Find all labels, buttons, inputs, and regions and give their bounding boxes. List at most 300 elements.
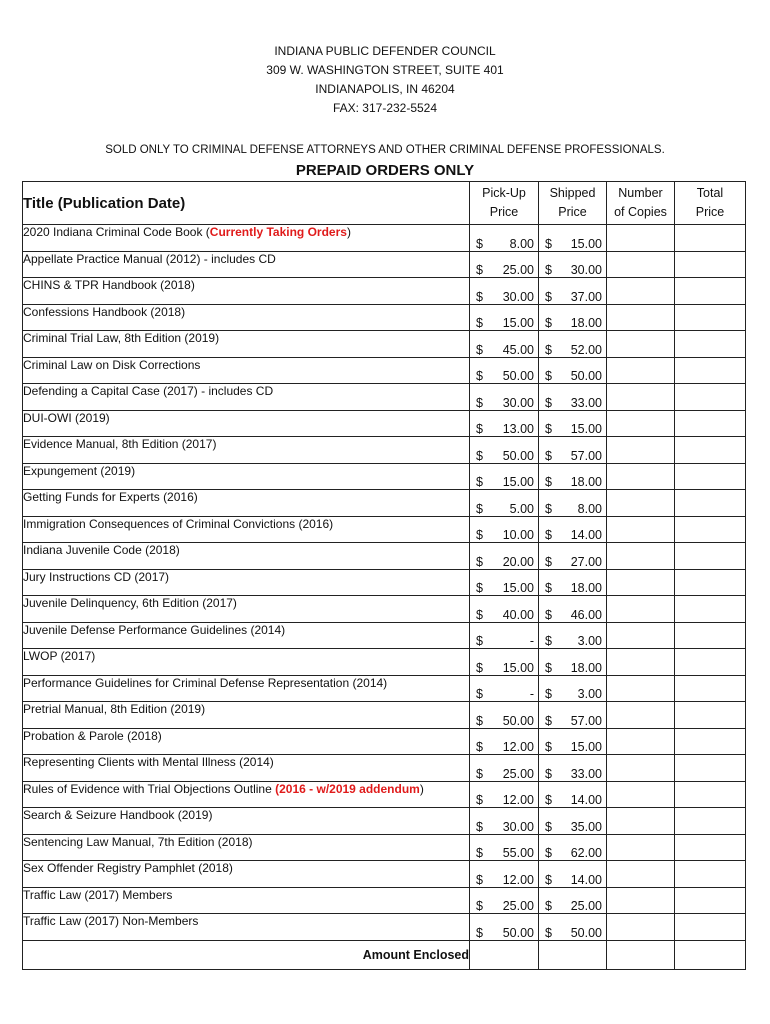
column-header-pickup-price (470, 182, 539, 225)
pickup-price-cell (470, 808, 539, 835)
city-address: INDIANAPOLIS, IN 46204 (315, 82, 455, 96)
shipped-price-cell (539, 304, 607, 331)
total-price-cell[interactable] (675, 410, 746, 437)
table-row (23, 357, 746, 384)
column-header-total-price (675, 182, 746, 225)
pickup-price-cell (470, 569, 539, 596)
item-title: Juvenile Defense Performance Guidelines (2014) (23, 622, 286, 637)
shipped-price: 14.00 (570, 528, 602, 542)
table-row (23, 251, 746, 278)
item-title: Sentencing Law Manual, 7th Edition (2018) (23, 834, 253, 849)
currency-symbol: $ (476, 793, 483, 807)
number-of-copies-cell[interactable] (607, 225, 675, 252)
number-of-copies-cell[interactable] (607, 914, 675, 941)
item-title-cell (23, 569, 470, 596)
pickup-price: 15.00 (502, 475, 534, 489)
pickup-price-cell (470, 622, 539, 649)
currency-symbol: $ (476, 607, 483, 622)
shipped-price: 57.00 (570, 448, 602, 463)
shipped-price: 50.00 (570, 925, 602, 940)
total-price-cell[interactable] (675, 490, 746, 517)
pickup-price: 10.00 (502, 528, 534, 542)
number-of-copies-cell[interactable] (607, 702, 675, 729)
pickup-price: 25.00 (502, 766, 534, 781)
total-price-cell[interactable] (675, 543, 746, 570)
pickup-price: 50.00 (502, 369, 534, 383)
org-name: INDIANA PUBLIC DEFENDER COUNCIL (274, 44, 496, 58)
pickup-price: 30.00 (502, 819, 534, 834)
currency-symbol: $ (545, 395, 552, 410)
currency-symbol: $ (476, 634, 483, 648)
number-of-copies-cell[interactable] (607, 543, 675, 570)
item-title-cell (23, 225, 470, 252)
number-of-copies-cell[interactable] (607, 331, 675, 358)
total-price-cell[interactable] (675, 755, 746, 782)
number-of-copies-cell[interactable] (607, 861, 675, 888)
pickup-price: 25.00 (502, 899, 534, 913)
total-price-cell[interactable] (675, 331, 746, 358)
currency-symbol: $ (476, 342, 483, 357)
shipped-price: 18.00 (570, 660, 602, 675)
item-title: Criminal Trial Law, 8th Edition (2019) (23, 331, 220, 345)
table-row (23, 808, 746, 835)
number-of-copies-cell[interactable] (607, 649, 675, 676)
item-title-cell (23, 834, 470, 861)
street-address: 309 W. WASHINGTON STREET, SUITE 401 (266, 63, 504, 77)
table-row (23, 702, 746, 729)
column-header-shipped-price (539, 182, 607, 225)
item-title: Jury Instructions CD (2017) (23, 569, 170, 584)
pickup-price-cell (470, 861, 539, 888)
item-title-cell (23, 543, 470, 570)
shipped-price-cell (539, 834, 607, 861)
currency-symbol: $ (476, 369, 483, 383)
table-row (23, 331, 746, 358)
shipped-price-cell (539, 755, 607, 782)
shipped-price-cell (539, 914, 607, 941)
shipped-price: 18.00 (570, 581, 602, 595)
total-price-cell[interactable] (675, 808, 746, 835)
total-price-cell[interactable] (675, 861, 746, 888)
item-title: DUI-OWI (2019) (23, 410, 110, 425)
pickup-price-cell (470, 702, 539, 729)
currency-symbol: $ (476, 263, 483, 277)
item-title: Performance Guidelines for Criminal Defense Representation (2014) (23, 675, 388, 690)
shipped-price-cell (539, 278, 607, 305)
column-header-title: Title (Publication Date) (23, 182, 470, 225)
number-of-copies-cell[interactable] (607, 834, 675, 861)
currency-symbol: $ (476, 395, 483, 410)
item-title: LWOP (2017) (23, 649, 96, 663)
pickup-price-cell (470, 914, 539, 941)
total-price-cell[interactable] (675, 834, 746, 861)
table-row (23, 675, 746, 702)
amount-enclosed-row (23, 940, 746, 969)
shipped-price: 57.00 (570, 713, 602, 728)
currency-symbol: $ (476, 713, 483, 728)
copies-header-line2: of Copies (614, 205, 667, 219)
item-title: Expungement (2019) (23, 463, 136, 478)
column-header-number-of-copies (607, 182, 675, 225)
table-row (23, 728, 746, 755)
pickup-price-cell (470, 463, 539, 490)
amount-enclosed-cell-2[interactable] (539, 940, 607, 969)
pickup-price: 50.00 (502, 448, 534, 463)
pickup-price-cell (470, 357, 539, 384)
number-of-copies-cell[interactable] (607, 516, 675, 543)
currency-symbol: $ (476, 846, 483, 860)
currency-symbol: $ (545, 263, 552, 277)
total-price-cell[interactable] (675, 649, 746, 676)
pickup-price-cell (470, 410, 539, 437)
pickup-price: 55.00 (502, 846, 534, 860)
shipped-price: 50.00 (570, 369, 602, 383)
number-of-copies-cell[interactable] (607, 781, 675, 808)
shipped-price-cell (539, 808, 607, 835)
shipped-price: 33.00 (570, 395, 602, 410)
table-row (23, 914, 746, 941)
total-price-cell[interactable] (675, 781, 746, 808)
total-header-line1: Total (696, 186, 724, 200)
number-of-copies-cell[interactable] (607, 384, 675, 411)
pickup-price: 13.00 (502, 422, 534, 436)
number-of-copies-cell[interactable] (607, 278, 675, 305)
total-price-cell[interactable] (675, 887, 746, 914)
currency-symbol: $ (545, 634, 552, 648)
pickup-price: 15.00 (502, 581, 534, 595)
shipped-price-cell (539, 596, 607, 623)
number-of-copies-cell[interactable] (607, 596, 675, 623)
shipped-price: 46.00 (570, 607, 602, 622)
table-row (23, 569, 746, 596)
shipped-price-cell (539, 702, 607, 729)
item-title: Traffic Law (2017) Non-Members (23, 914, 199, 928)
item-title-cell (23, 675, 470, 702)
number-of-copies-cell[interactable] (607, 410, 675, 437)
shipped-header-line2: Price (558, 205, 587, 219)
shipped-price: 30.00 (570, 263, 602, 277)
pickup-price: 25.00 (502, 263, 534, 277)
number-of-copies-cell[interactable] (607, 808, 675, 835)
shipped-price: 18.00 (570, 475, 602, 489)
item-note-suffix: ) (419, 781, 424, 796)
number-of-copies-cell[interactable] (607, 490, 675, 517)
number-of-copies-cell[interactable] (607, 251, 675, 278)
number-of-copies-cell[interactable] (607, 887, 675, 914)
currency-symbol: $ (545, 766, 552, 781)
item-title: Probation & Parole (2018) (23, 728, 162, 743)
pickup-price: 30.00 (502, 395, 534, 410)
pickup-header-line1: Pick-Up (482, 186, 526, 200)
item-title: Rules of Evidence with Trial Objections Outline (23, 781, 276, 796)
currency-symbol: $ (545, 369, 552, 383)
total-price-cell[interactable] (675, 278, 746, 305)
shipped-price: 25.00 (570, 899, 602, 913)
shipped-price: 15.00 (570, 236, 602, 251)
total-price-cell[interactable] (675, 596, 746, 623)
table-row (23, 225, 746, 252)
number-of-copies-cell[interactable] (607, 437, 675, 464)
number-of-copies-cell[interactable] (607, 755, 675, 782)
currency-symbol: $ (476, 899, 483, 913)
table-row (23, 781, 746, 808)
table-header-row (23, 182, 746, 225)
item-title-cell (23, 914, 470, 941)
item-title: Getting Funds for Experts (2016) (23, 490, 198, 504)
item-title: Sex Offender Registry Pamphlet (2018) (23, 861, 233, 875)
pickup-price-cell (470, 516, 539, 543)
item-title: Confessions Handbook (2018) (23, 304, 186, 319)
shipped-price-cell (539, 675, 607, 702)
currency-symbol: $ (545, 872, 552, 887)
shipped-price: 35.00 (570, 819, 602, 834)
item-title-cell (23, 887, 470, 914)
total-price-cell[interactable] (675, 675, 746, 702)
total-price-cell[interactable] (675, 251, 746, 278)
currency-symbol: $ (545, 501, 552, 516)
shipped-price-cell (539, 516, 607, 543)
pickup-price-cell (470, 304, 539, 331)
item-title-cell (23, 728, 470, 755)
shipped-price-cell (539, 384, 607, 411)
currency-symbol: $ (476, 687, 483, 701)
shipped-price-cell (539, 569, 607, 596)
total-price-cell[interactable] (675, 357, 746, 384)
order-form-table (22, 181, 746, 970)
shipped-price: 27.00 (570, 554, 602, 569)
letterhead (0, 42, 770, 118)
item-title-cell (23, 808, 470, 835)
currency-symbol: $ (476, 501, 483, 516)
currency-symbol: $ (476, 819, 483, 834)
total-price-cell[interactable] (675, 516, 746, 543)
fax-number: FAX: 317-232-5524 (332, 101, 438, 115)
shipped-price: 62.00 (570, 846, 602, 860)
item-title-cell (23, 516, 470, 543)
total-price-cell[interactable] (675, 225, 746, 252)
currency-symbol: $ (545, 342, 552, 357)
table-row (23, 834, 746, 861)
shipped-price-cell (539, 225, 607, 252)
currency-symbol: $ (545, 554, 552, 569)
shipped-price-cell (539, 622, 607, 649)
currency-symbol: $ (476, 766, 483, 781)
item-title-cell (23, 384, 470, 411)
number-of-copies-cell[interactable] (607, 622, 675, 649)
pickup-price: 20.00 (502, 554, 534, 569)
item-title-cell (23, 463, 470, 490)
amount-enclosed-cell-3[interactable] (607, 940, 675, 969)
item-title: Defending a Capital Case (2017) - includes CD (23, 384, 274, 398)
shipped-price-cell (539, 543, 607, 570)
number-of-copies-cell[interactable] (607, 569, 675, 596)
shipped-price-cell (539, 490, 607, 517)
total-price-cell[interactable] (675, 384, 746, 411)
item-title: CHINS & TPR Handbook (2018) (23, 278, 195, 292)
currency-symbol: $ (545, 687, 552, 701)
number-of-copies-cell[interactable] (607, 463, 675, 490)
pickup-price: 12.00 (502, 740, 534, 754)
pickup-price-cell (470, 728, 539, 755)
shipped-price: 3.00 (577, 687, 602, 701)
currency-symbol: $ (476, 554, 483, 569)
table-row (23, 463, 746, 490)
shipped-price: 52.00 (570, 342, 602, 357)
currency-symbol: $ (545, 236, 552, 251)
item-title-cell (23, 596, 470, 623)
item-title: Juvenile Delinquency, 6th Edition (2017) (23, 596, 237, 610)
currency-symbol: $ (545, 846, 552, 860)
total-price-cell[interactable] (675, 728, 746, 755)
shipped-price: 14.00 (570, 793, 602, 807)
item-title-cell (23, 490, 470, 517)
number-of-copies-cell[interactable] (607, 304, 675, 331)
total-price-cell[interactable] (675, 437, 746, 464)
pickup-price: 8.00 (509, 236, 534, 251)
pickup-price-cell (470, 596, 539, 623)
pickup-price-cell (470, 649, 539, 676)
item-title: Traffic Law (2017) Members (23, 887, 173, 902)
currency-symbol: $ (476, 581, 483, 595)
total-price-cell[interactable] (675, 914, 746, 941)
currency-symbol: $ (545, 475, 552, 489)
item-title-cell (23, 357, 470, 384)
item-title: Representing Clients with Mental Illness (2014) (23, 755, 274, 769)
item-note: (2016 - w/2019 addendum (275, 781, 420, 796)
shipped-price: 37.00 (570, 289, 602, 304)
item-title: Pretrial Manual, 8th Edition (2019) (23, 702, 206, 716)
pickup-price: - (529, 687, 534, 701)
copies-header-line1: Number (618, 186, 663, 200)
total-price-cell[interactable] (675, 304, 746, 331)
table-row (23, 649, 746, 676)
item-title-cell (23, 278, 470, 305)
table-row (23, 755, 746, 782)
item-title: Appellate Practice Manual (2012) - includes CD (23, 251, 276, 266)
table-row (23, 278, 746, 305)
table-row (23, 304, 746, 331)
item-title-cell (23, 331, 470, 358)
table-row (23, 516, 746, 543)
item-title: Indiana Juvenile Code (2018) (23, 543, 180, 557)
item-title-cell (23, 251, 470, 278)
shipped-price-cell (539, 887, 607, 914)
shipped-price: 3.00 (577, 634, 602, 648)
table-row (23, 437, 746, 464)
currency-symbol: $ (476, 925, 483, 940)
currency-symbol: $ (545, 713, 552, 728)
currency-symbol: $ (545, 581, 552, 595)
shipped-price-cell (539, 410, 607, 437)
shipped-price-cell (539, 463, 607, 490)
pickup-price: 12.00 (502, 872, 534, 887)
item-title-cell (23, 649, 470, 676)
table-row (23, 490, 746, 517)
amount-enclosed-cell-4[interactable] (675, 940, 746, 969)
currency-symbol: $ (545, 316, 552, 330)
currency-symbol: $ (545, 660, 552, 675)
currency-symbol: $ (545, 289, 552, 304)
shipped-price-cell (539, 357, 607, 384)
pickup-price-cell (470, 490, 539, 517)
pickup-price: 15.00 (502, 316, 534, 330)
total-price-cell[interactable] (675, 622, 746, 649)
pickup-price-cell (470, 781, 539, 808)
shipped-price: 33.00 (570, 766, 602, 781)
currency-symbol: $ (545, 607, 552, 622)
currency-symbol: $ (545, 793, 552, 807)
pickup-price-cell (470, 675, 539, 702)
pickup-price: 50.00 (502, 713, 534, 728)
pickup-price-cell (470, 543, 539, 570)
currency-symbol: $ (476, 660, 483, 675)
shipped-price-cell (539, 649, 607, 676)
currency-symbol: $ (476, 475, 483, 489)
total-header-line2: Price (695, 205, 725, 219)
pickup-price: 45.00 (502, 342, 534, 357)
item-title-cell (23, 702, 470, 729)
shipped-price-cell (539, 781, 607, 808)
order-rows (23, 225, 746, 941)
pickup-price: 30.00 (502, 289, 534, 304)
pickup-header-line2: Price (489, 205, 519, 219)
total-price-cell[interactable] (675, 463, 746, 490)
item-title-cell (23, 304, 470, 331)
table-row (23, 384, 746, 411)
pickup-price-cell (470, 755, 539, 782)
amount-enclosed-label: Amount Enclosed (23, 940, 470, 969)
shipped-price-cell (539, 331, 607, 358)
pickup-price-cell (470, 251, 539, 278)
table-row (23, 596, 746, 623)
pickup-price: 5.00 (509, 501, 534, 516)
shipped-price: 15.00 (570, 422, 602, 436)
shipped-price: 15.00 (570, 740, 602, 754)
currency-symbol: $ (476, 872, 483, 887)
pickup-price-cell (470, 278, 539, 305)
item-title-cell (23, 622, 470, 649)
table-row (23, 543, 746, 570)
total-price-cell[interactable] (675, 569, 746, 596)
item-title-cell (23, 755, 470, 782)
total-price-cell[interactable] (675, 702, 746, 729)
number-of-copies-cell[interactable] (607, 357, 675, 384)
currency-symbol: $ (545, 448, 552, 463)
table-row (23, 861, 746, 888)
currency-symbol: $ (476, 740, 483, 754)
currency-symbol: $ (476, 528, 483, 542)
shipped-price: 14.00 (570, 872, 602, 887)
pickup-price: 50.00 (502, 925, 534, 940)
item-title: Immigration Consequences of Criminal Convictions (2016) (23, 516, 334, 531)
pickup-price: - (529, 634, 534, 648)
pickup-price-cell (470, 834, 539, 861)
shipped-price: 18.00 (570, 316, 602, 330)
shipped-price-cell (539, 251, 607, 278)
item-title-cell (23, 437, 470, 464)
pickup-price-cell (470, 225, 539, 252)
number-of-copies-cell[interactable] (607, 675, 675, 702)
item-title-cell (23, 781, 470, 808)
amount-enclosed-cell-1[interactable] (470, 940, 539, 969)
shipped-header-line1: Shipped (549, 186, 596, 200)
pickup-price-cell (470, 887, 539, 914)
currency-symbol: $ (476, 448, 483, 463)
eligibility-notice: SOLD ONLY TO CRIMINAL DEFENSE ATTORNEYS AND OTHER CRIMINAL DEFENSE PROFESSIONALS. (105, 144, 665, 156)
currency-symbol: $ (476, 236, 483, 251)
number-of-copies-cell[interactable] (607, 728, 675, 755)
table-row (23, 410, 746, 437)
